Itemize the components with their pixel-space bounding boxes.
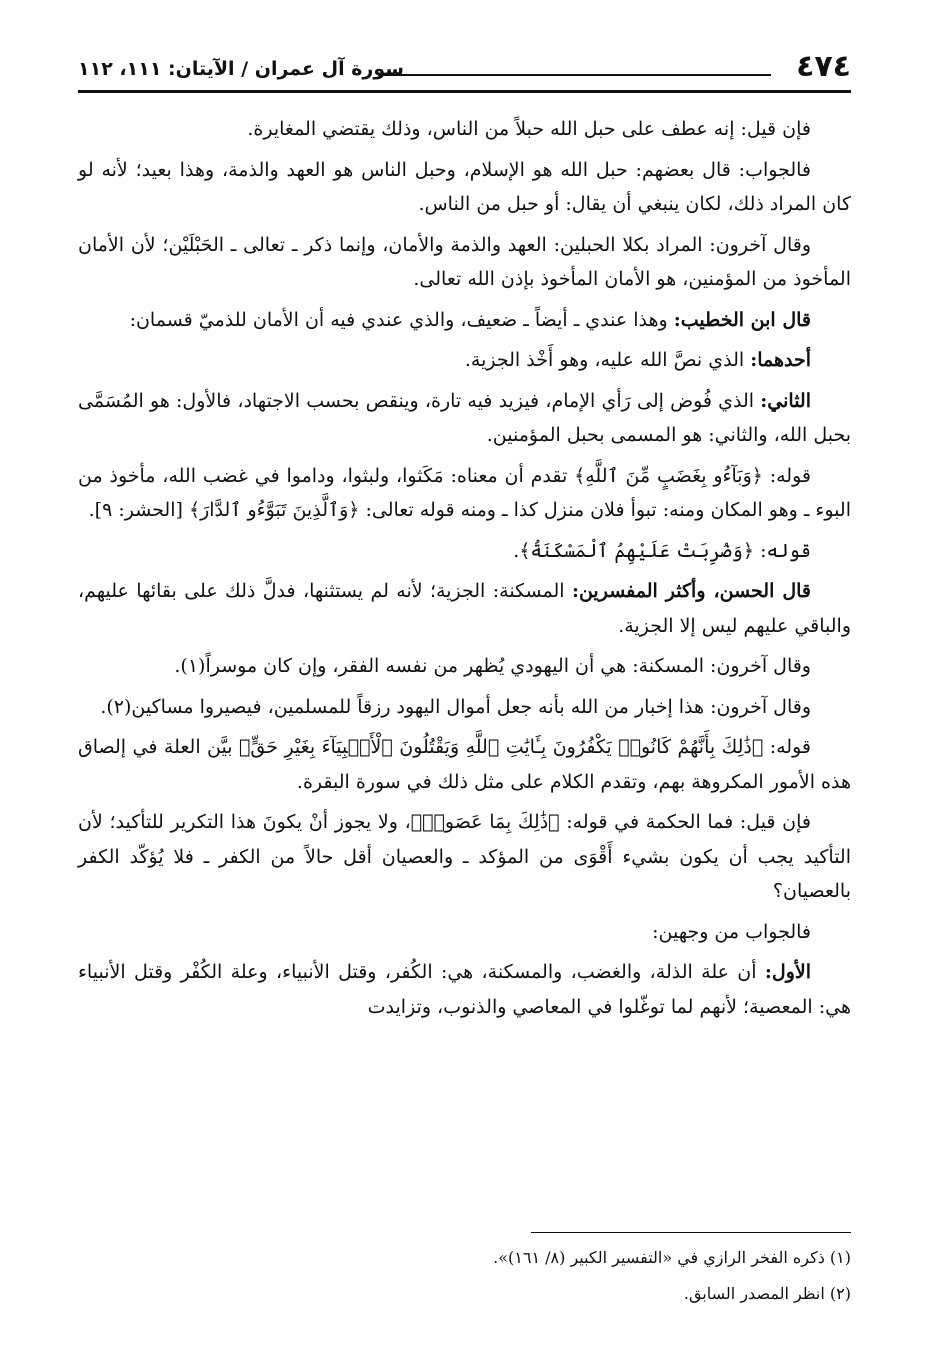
paragraph-lead: قال الحسن، وأكثر المفسرين: bbox=[571, 580, 811, 602]
paragraph bbox=[78, 228, 851, 297]
paragraph bbox=[78, 534, 851, 569]
paragraph-text: قوله: ﴿وَبَآءُو بِغَضَبٍ مِّنَ ٱللَّهِ﴾ تقدم أن معناه: مَكَثوا، ولبثوا، وداموا في غضب الله، مأخوذ من البوء ـ وهو المكان ومنه: تبوأ فلان منزل كذا ـ ومنه قوله تعالى: ﴿وَٱلَّذِينَ تَبَوَّءُو ٱلدَّارَ﴾ [الحشر: ٩]. bbox=[78, 464, 851, 521]
body-text bbox=[78, 112, 851, 1030]
page-header bbox=[78, 44, 851, 88]
paragraph-lead: الأول: bbox=[764, 961, 811, 983]
paragraph-text: فإن قيل: إنه عطف على حبل الله حبلاً من الناس، وذلك يقتضي المغايرة. bbox=[247, 118, 811, 140]
paragraph bbox=[78, 343, 851, 378]
footnote-rule bbox=[531, 1232, 851, 1233]
paragraph bbox=[78, 955, 851, 1024]
paragraph-text: المسكنة: الجزية؛ لأنه لم يستثنها، فدلَّ ذلك على بقائها عليهم، والباقي عليهم ليس إلا الجزية. bbox=[78, 580, 851, 637]
paragraph-text: أن علة الذلة، والغضب، والمسكنة، هي: الكُفر، وقتل الأنبياء، وعلة الكُفْر وقتل الأنبياء هي: المعصية؛ لأنهم لما توغّلوا في المعاصي والذنوب، وتزايدت bbox=[78, 961, 851, 1018]
running-title: سورة آل عمران / الآيتان: ١١١، ١١٢ bbox=[78, 58, 404, 80]
page-number: ٤٧٤ bbox=[796, 49, 851, 84]
paragraph-lead: أحدهما: bbox=[750, 349, 811, 371]
paragraph-text: قوله: ﴿ذَٰلِكَ بِأَنَّهُمْ كَانُوا۟ يَكْفُرُونَ بِـَٔايَٰتِ ٱللَّهِ وَيَقْتُلُونَ ٱلْأَنۢبِيَآءَ بِغَيْرِ حَقٍّ﴾ بيَّن العلة في إلصاق هذه الأمور المكروهة بهم، وتقدم الكلام على مثل ذلك في سورة البقرة. bbox=[78, 736, 851, 793]
paragraph bbox=[78, 459, 851, 528]
footnote: (٢) انظر المصدر السابق. bbox=[683, 1284, 851, 1303]
paragraph bbox=[78, 303, 851, 338]
paragraph bbox=[78, 649, 851, 684]
paragraph-lead: قال ابن الخطيب: bbox=[673, 308, 811, 331]
paragraph-text: فالجواب من وجهين: bbox=[652, 920, 811, 943]
paragraph bbox=[78, 805, 851, 909]
paragraph-text: وقال آخرون: المسكنة: هي أن اليهودي يُظهر من نفسه الفقر، وإن كان موسراً(١). bbox=[174, 655, 811, 677]
paragraph-text: الذي نصَّ الله عليه، وهو أَخْذ الجزية. bbox=[464, 349, 751, 371]
paragraph bbox=[78, 915, 851, 950]
paragraph-text: فالجواب: قال بعضهم: حبل الله هو الإسلام، وحبل الناس هو العهد والذمة، وهذا بعيد؛ لأنه لو كان المراد ذلك، لكان ينبغي أن يقال: أو حبل من الناس. bbox=[78, 158, 851, 215]
paragraph-text: وقال آخرون: المراد بكلا الحبلين: العهد والذمة والأمان، وإنما ذكر ـ تعالى ـ الحَبْلَيْن؛ لأن الأمان المأخوذ من المؤمنين، هو الأمان المأخوذ بإذن الله تعالى. bbox=[78, 233, 851, 290]
paragraph-lead: الثاني: bbox=[760, 389, 811, 412]
paragraph-text: وقال آخرون: هذا إخبار من الله بأنه جعل أموال اليهود رزقاً للمسلمين، فيصيروا مساكين(٢). bbox=[100, 695, 811, 718]
footnotes bbox=[78, 1240, 851, 1312]
header-rule bbox=[78, 90, 851, 93]
header-dash-line bbox=[378, 74, 771, 76]
paragraph bbox=[78, 574, 851, 643]
paragraph-text: قوله: ﴿وَضُرِبَتْ عَلَيْهِمُ ٱلْمَسْكَنَةُ﴾. bbox=[513, 539, 811, 562]
paragraph bbox=[78, 730, 851, 799]
paragraph-text: وهذا عندي ـ أيضاً ـ ضعيف، والذي عندي فيه أن الأمان للذميّ قسمان: bbox=[129, 308, 674, 331]
footnote: (١) ذكره الفخر الرازي في «التفسير الكبير (٨/ ١٦١)». bbox=[493, 1248, 851, 1267]
paragraph bbox=[78, 384, 851, 453]
paragraph-text: الذي فُوض إلى رَأي الإمام، فيزيد فيه تارة، وينقص بحسب الاجتهاد، فالأول: هو المُسَمَّى بحبل الله، والثاني: هو المسمى بحبل المؤمنين. bbox=[78, 389, 851, 446]
paragraph bbox=[78, 153, 851, 222]
paragraph-text: فإن قيل: فما الحكمة في قوله: ﴿ذَٰلِكَ بِمَا عَصَوا۟﴾، ولا يجوز أنْ يكونَ هذا التكرير للتأكيد؛ لأن التأكيد يجب أن يكون بشيء أَقْوَى من المؤكد ـ والعصيان أقل حالاً من الكفر ـ فلا يُؤكّد الكفر بالعصيان؟ bbox=[78, 811, 851, 902]
paragraph bbox=[78, 112, 851, 147]
paragraph bbox=[78, 690, 851, 725]
